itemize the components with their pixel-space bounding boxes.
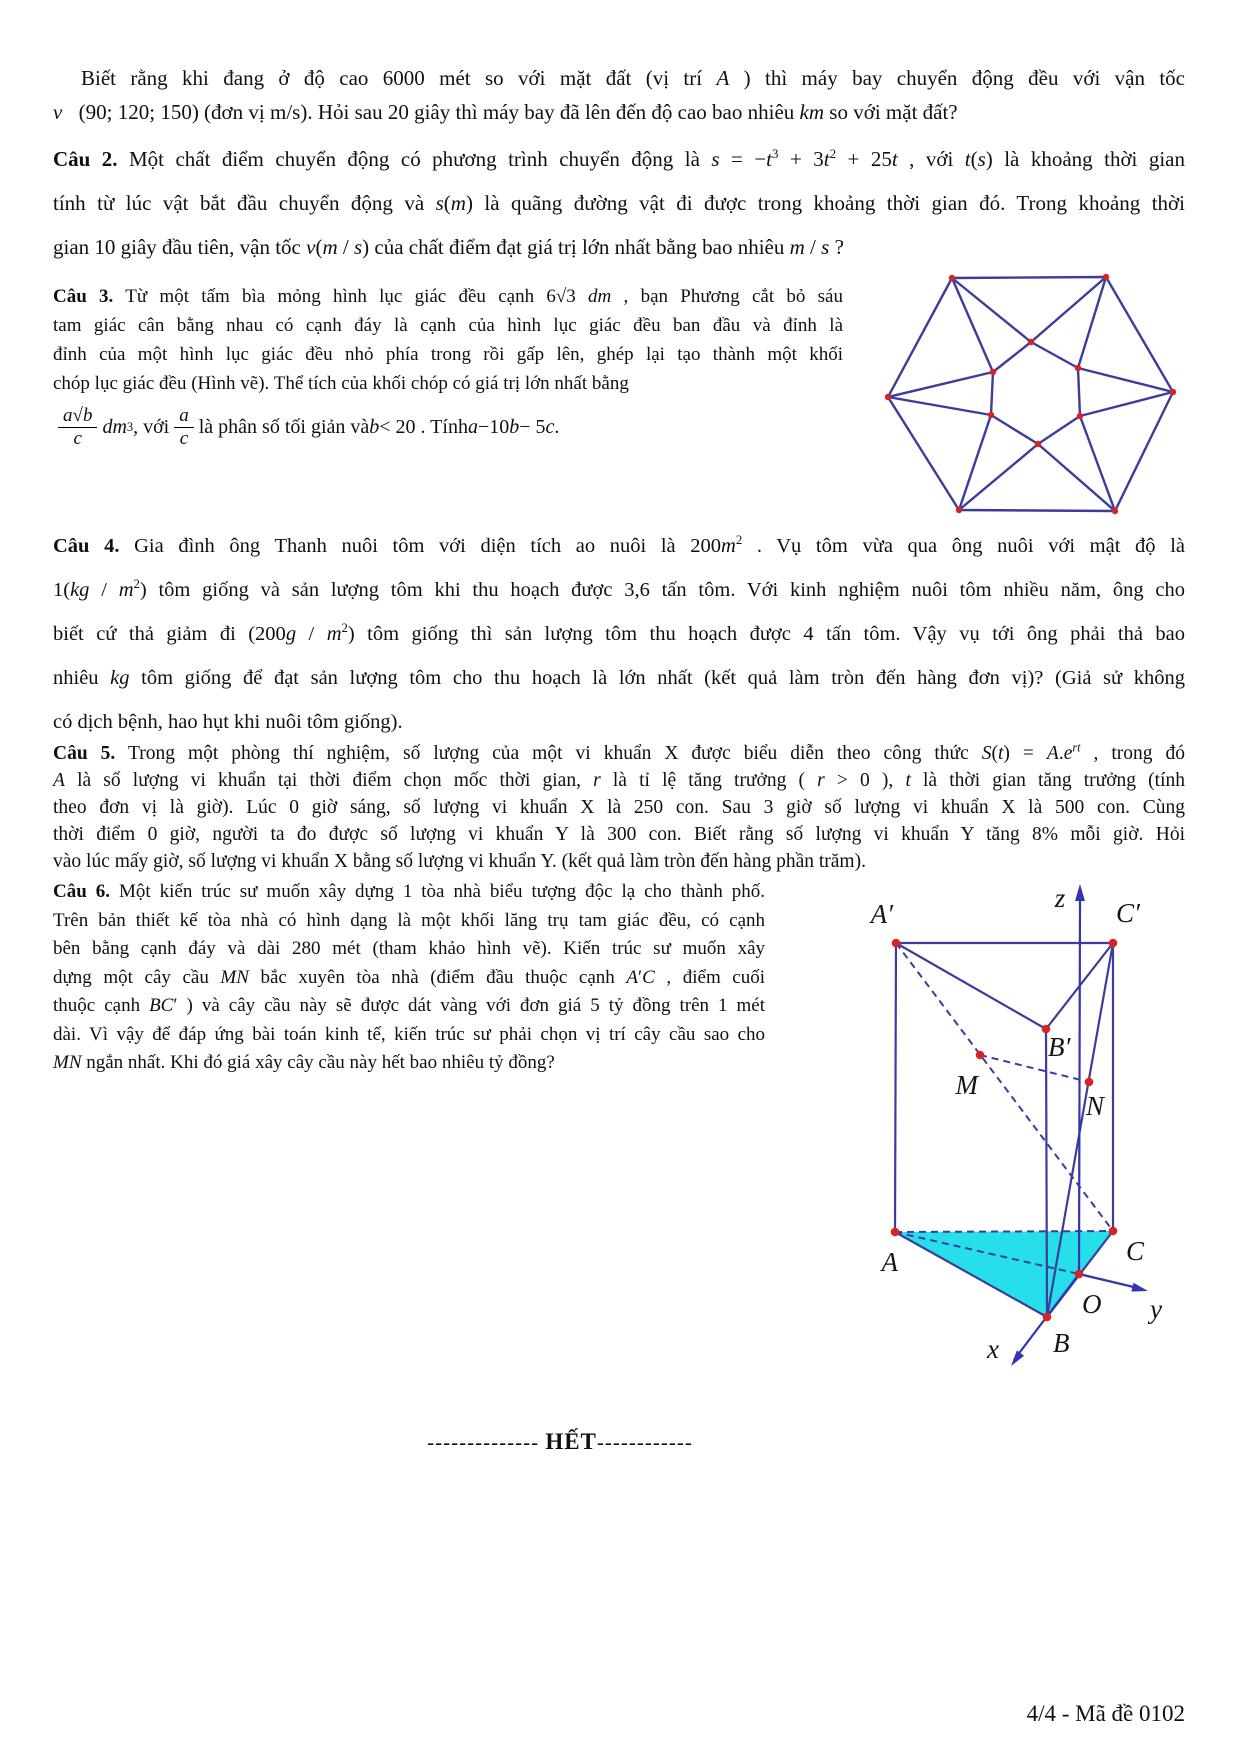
separator-dashes-left: -------------- [427,1430,540,1454]
label-A: A [881,1247,898,1277]
text-line: nhiêu kg tôm giống để đạt sản lượng tôm cho thu hoạch là lớn nhất (kết quả làm tròn đến hàng đơn vị)? (Giả sử không [53,667,1185,689]
end-label: HẾT [545,1429,597,1454]
label-B: B [1053,1328,1070,1358]
z-axis [1079,900,1080,1274]
question-label: Câu 6. [53,881,110,902]
question-label: Câu 3. [53,286,114,307]
text-line [53,137,1185,181]
label-y-axis: y [1150,1294,1162,1324]
text-line [53,524,1185,568]
text-line: tính từ lúc vật bắt đầu chuyển động và s(m) là quãng đường vật đi được trong khoảng thời gian đó. Trong khoảng thời [53,191,1185,215]
label-C: C [1126,1236,1145,1266]
question-3 [53,282,843,398]
hexagon-vertex-dots [885,274,1176,514]
x-axis-arrow [1011,1350,1024,1366]
question-4 [53,524,1185,744]
y-axis [1079,1274,1142,1289]
question-3-formula [53,405,843,450]
question-text: Gia đình ông Thanh nuôi tôm với diện tích ao nuôi là $200m^2$ . Vụ tôm vừa qua ông nuôi với mật độ là [134,533,1185,557]
text-line: có dịch bệnh, hao hụt khi nuôi tôm giống). [53,711,403,733]
question-1-continuation [53,61,1185,129]
label-O: O [1082,1289,1102,1319]
text-line: dài. Vì vậy để đáp ứng bài toán kinh tế, kiến trúc sư phải chọn vị trí cây cầu sao cho [53,1023,765,1045]
hexagon-inner-outline [991,342,1080,444]
text-line: thuộc cạnh BC′ ) và cây cầu này sẽ được dát vàng với đơn giá 5 tỷ đồng trên 1 mét [53,995,766,1016]
text-line: tam giác cân bằng nhau có cạnh đáy là cạnh của hình lục giác đều ban đầu và đỉnh là [53,315,843,336]
text-line: theo đơn vị là giờ). Lúc 0 giờ sáng, số lượng vi khuẩn X là 250 con. Sau 3 giờ số lượng vi khuẩn X là 500 con. Cùng [53,797,1185,818]
question-6 [53,878,765,1078]
hexagon-figure [858,240,1188,530]
label-B-prime: B′ [1048,1032,1071,1062]
text-line: biết cứ thả giảm đi $(200g / m^2)$ tôm giống thì sản lượng tôm thu hoạch được 4 tấn tôm. Vậy vụ tới ông phải thả bao [53,621,1185,645]
prism-figure [790,870,1210,1410]
label-A-prime: A′ [870,899,893,929]
separator-dashes-right: ------------ [596,1430,693,1454]
hexagon-fold-lines [888,277,1173,511]
text-line: chóp lục giác đều (Hình vẽ). Thể tích của khối chóp có giá trị lớn nhất bằng [53,373,629,394]
text-line [53,282,843,311]
text-line: dựng một cây cầu MN bắc xuyên tòa nhà (điểm đầu thuộc cạnh A′C , điểm cuối [53,966,766,988]
question-text: Một kiến trúc sư muốn xây dựng 1 tòa nhà biểu tượng độc lạ cho thành phố. [118,881,765,902]
page-footer: 4/4 - Mã đề 0102 [1026,1701,1185,1726]
text-line: $1(kg / m^2)$ tôm giống và sản lượng tôm khi thu hoạch được 3,6 tấn tôm. Với kinh nghiệm nuôi tôm nhiều năm, ông cho [53,577,1185,601]
label-z-axis: z [1054,883,1066,913]
end-separator [0,1429,1120,1455]
y-axis-arrow [1131,1283,1148,1292]
label-C-prime: C′ [1116,898,1140,928]
text-line: Biết rằng khi đang ở độ cao 6000 mét so với mặt đất (vị trí A ) thì máy bay chuyển động đều với vận tốc [81,66,1185,90]
question-label: Câu 4. [53,535,120,557]
question-text: Từ một tấm bìa mỏng hình lục giác đều cạnh 6√3 dm , bạn Phương cắt bỏ sáu [125,286,843,307]
text-line: MN ngắn nhất. Khi đó giá xây cây cầu này hết bao nhiêu tỷ đồng? [53,1052,555,1073]
question-label: Câu 5. [53,743,116,764]
text-line: đỉnh của một hình lục giác đều nhỏ phía trong rồi gấp lên, ghép lại tạo thành một khối [53,344,843,365]
question-label: Câu 2. [53,147,118,171]
label-x-axis: x [987,1334,999,1364]
question-5 [53,740,1185,875]
text-line: Trên bản thiết kế tòa nhà có hình dạng là một khối lăng trụ tam giác đều, có cạnh [53,909,765,931]
label-M: M [955,1070,978,1100]
z-axis-arrow [1075,884,1085,901]
question-text: Một chất điểm chuyển động có phương trình chuyển động là $s = -t^3 + 3t^2 + 25t$ , với t(s) là khoảng thời gian [129,146,1185,171]
text-line: v⃗(90; 120; 150) (đơn vị m/s). Hỏi sau 20 giây thì máy bay đã lên đến độ cao bao nhiêu km so với mặt đất? [53,100,958,124]
text-line: vào lúc mấy giờ, số lượng vi khuẩn X bằng số lượng vi khuẩn Y. (kết quả làm tròn đến hàng phần trăm). [53,851,866,872]
label-N: N [1086,1091,1105,1121]
text-line: A là số lượng vi khuẩn tại thời điểm chọn mốc thời gian, r là tỉ lệ tăng trưởng ( r > 0 ), t là thời gian tăng trưởng (tính [53,770,1185,791]
formula-line: $\frac{a√b}{c}$ dm 3 , với $\frac{a}{c}$ là phân số tối giản và b < 20 . Tính a −10 b − 5 c . [53,405,843,450]
text-line: gian 10 giây đầu tiên, vận tốc v(m / s) của chất điểm đạt giá trị lớn nhất bằng bao nhiêu m / s ? [53,235,844,259]
text-line [53,740,1185,767]
text-line: thời điểm 0 giờ, người ta đo được số lượng vi khuẩn Y là 300 con. Biết rằng số lượng vi khuẩn Y tăng 8% mỗi giờ. Hỏi [53,824,1185,845]
text-line: bên bằng cạnh đáy và dài 280 mét (tham khảo hình vẽ). Kiến trúc sư muốn xây [53,938,765,959]
text-line [53,878,765,907]
question-text: Trong một phòng thí nghiệm, số lượng của một vi khuẩn X được biểu diễn theo công thức $S(t) = A.e^{rt}$ , trong đó [127,740,1185,764]
hexagon-outer-outline [888,277,1173,511]
